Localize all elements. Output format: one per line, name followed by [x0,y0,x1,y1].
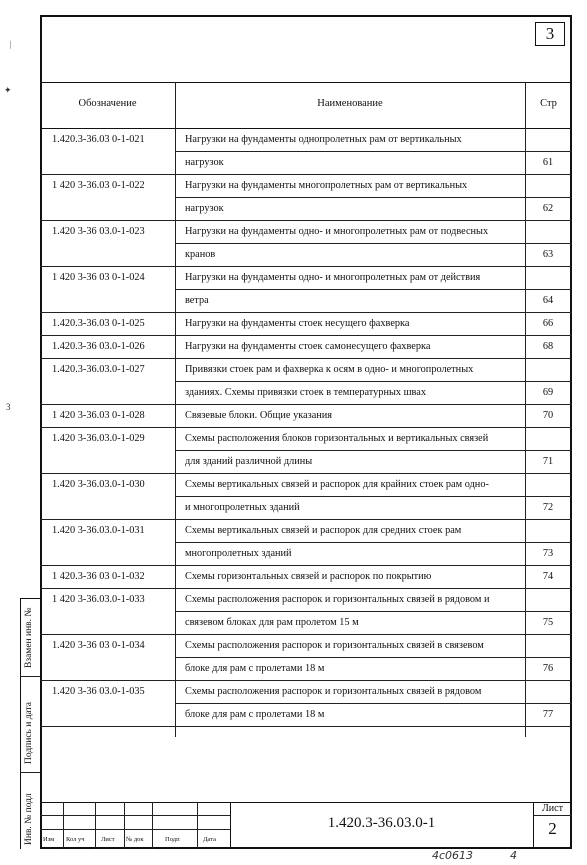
row-name-line-1: Нагрузки на фундаменты стоек самонесущего фахверка [185,341,431,352]
titleblock-top [40,802,572,803]
row-name-line-2: блоке для рам с пролетами 18 м [185,663,325,674]
row-name-line-1: Схемы вертикальных связей и распорок для крайних стоек рам одно- [185,479,489,490]
row-name-line-1: Схемы горизонтальных связей и распорок по покрытию [185,571,432,582]
row-name-line-2: блоке для рам с пролетами 18 м [185,709,325,720]
footer-handwritten-code: 4с0613 [432,849,474,862]
margin-mark-middle: 3 [6,402,11,412]
row-code: 1.420 3-36 03.0-1-035 [52,686,145,697]
row-code: 1 420 3-36.03 0-1-028 [52,410,145,421]
row-name-line-2: нагрузок [185,203,224,214]
margin-mark-top: ᛁ [8,40,14,50]
side-strip-top [20,598,40,599]
header-name: Наименование [317,98,383,109]
label-podpis-data: Подпись и дата [24,701,34,764]
row-code: 1.420 3-36.03.0-1-029 [52,433,145,444]
row-divider [40,726,572,727]
row-name-line-2: и многопролетных зданий [185,502,300,513]
row-divider [40,312,572,313]
row-code: 1.420.3-36 03.0-1-026 [52,341,145,352]
row-divider [40,634,572,635]
row-inner-divider [175,151,572,152]
side-strip-sep-2 [20,772,40,773]
row-page: 68 [542,341,554,352]
row-inner-divider [175,703,572,704]
row-divider [40,519,572,520]
row-divider [40,335,572,336]
row-name-line-2: для зданий различной длины [185,456,313,467]
row-name-line-2: ветра [185,295,209,306]
row-page: 62 [542,203,554,214]
row-name-line-1: Схемы вертикальных связей и распорок для средних стоек рам [185,525,462,536]
tb-izm: Изм [43,836,55,843]
row-page: 76 [542,663,554,674]
row-name-line-1: Схемы расположения блоков горизонтальных и вертикальных связей [185,433,489,444]
row-name-line-1: Нагрузки на фундаменты одно- и многопролетных рам от действия [185,272,481,283]
row-inner-divider [175,496,572,497]
column-divider-1 [175,82,176,737]
row-inner-divider [175,611,572,612]
row-divider [40,174,572,175]
tb-data: Дата [203,836,216,843]
margin-arrow-mark: ✦ [4,85,12,95]
row-code: 1 420 3-36.03.0-1-033 [52,594,145,605]
row-divider [40,680,572,681]
row-code: 1.420 3-36 03 0-1-034 [52,640,145,651]
row-name-line-1: Нагрузки на фундаменты стоек несущего фахверка [185,318,410,329]
row-name-line-1: Нагрузки на фундаменты однопролетных рам от вертикальных [185,134,462,145]
row-code: 1.420 3-36.03.0-1-030 [52,479,145,490]
column-divider-2 [525,82,526,737]
row-code: 1.420 3-36.03.0-1-031 [52,525,145,536]
row-divider [40,565,572,566]
row-name-line-1: Связевые блоки. Общие указания [185,410,333,421]
row-code: 1 420.3-36 03 0-1-032 [52,571,145,582]
row-divider [40,266,572,267]
tb-kol-uch: Кол уч [66,836,85,843]
tb-podp: Подп [165,836,180,843]
sheet-label: Лист [542,803,563,814]
row-page: 66 [542,318,554,329]
row-page: 61 [542,157,554,168]
tb-v3 [124,802,125,849]
label-vzamen-inv: Взамен инв. № [24,607,34,668]
row-page: 71 [542,456,554,467]
row-inner-divider [175,657,572,658]
header-bottom-border [40,128,572,129]
row-page: 77 [542,709,554,720]
tb-v4 [152,802,153,849]
row-code: 1.420 3-36 03.0-1-023 [52,226,145,237]
row-page: 70 [542,410,554,421]
sheet-number: 2 [548,819,557,838]
row-inner-divider [175,197,572,198]
row-divider [40,358,572,359]
row-name-line-2: связевом блоках для рам пролетом 15 м [185,617,359,628]
row-divider [40,404,572,405]
tb-v2 [95,802,96,849]
titleblock-line-1 [40,815,230,816]
row-code: 1.420.3-36.03.0-1-027 [52,364,145,375]
row-page: 69 [542,387,554,398]
row-name-line-1: Схемы расположения распорок и горизонтальных связей в рядовом [185,686,482,697]
label-inv-podl: Инв. № подл [24,793,34,845]
row-name-line-2: многопролетных зданий [185,548,292,559]
row-name-line-2: нагрузок [185,157,224,168]
row-inner-divider [175,243,572,244]
row-page: 64 [542,295,554,306]
page-number: 3 [545,24,555,43]
row-name-line-2: зданиях. Схемы привязки стоек в температурных швах [185,387,426,398]
document-number: 1.420.3-36.03.0-1 [327,815,436,831]
tb-v1 [63,802,64,849]
row-divider [40,473,572,474]
titleblock-line-2 [40,829,230,830]
table-top-border [40,82,572,83]
row-name-line-2: кранов [185,249,216,260]
row-page: 75 [542,617,554,628]
row-divider [40,588,572,589]
row-divider [40,427,572,428]
header-code: Обозначение [78,98,137,109]
row-divider [40,220,572,221]
row-code: 1.420.3-36.03 0-1-021 [52,134,145,145]
row-page: 74 [542,571,554,582]
row-inner-divider [175,381,572,382]
tb-v5 [197,802,198,849]
page-number-box [535,22,565,46]
row-name-line-1: Привязки стоек рам и фахверка к осям в одно- и многопролетных [185,364,474,375]
row-inner-divider [175,289,572,290]
side-strip-border [20,598,21,849]
row-code: 1 420 3-36.03 0-1-022 [52,180,145,191]
row-code: 1.420.3-36.03 0-1-025 [52,318,145,329]
row-page: 73 [542,548,554,559]
tb-list: Лист [101,836,115,843]
row-page: 63 [542,249,554,260]
row-code: 1 420 3-36 03 0-1-024 [52,272,145,283]
row-name-line-1: Нагрузки на фундаменты одно- и многопролетных рам от подвесных [185,226,489,237]
row-inner-divider [175,542,572,543]
row-name-line-1: Схемы расположения распорок и горизонтальных связей в связевом [185,640,484,651]
footer-handwritten-number: 4 [510,849,517,862]
titleblock-sheet-line [533,815,572,816]
row-inner-divider [175,450,572,451]
side-strip-sep-1 [20,676,40,677]
row-name-line-1: Нагрузки на фундаменты многопролетных рам от вертикальных [185,180,468,191]
row-name-line-1: Схемы расположения распорок и горизонтальных связей в рядовом и [185,594,490,605]
tb-n-dok: № док [126,836,144,843]
header-page: Стр [540,98,557,109]
row-page: 72 [542,502,554,513]
